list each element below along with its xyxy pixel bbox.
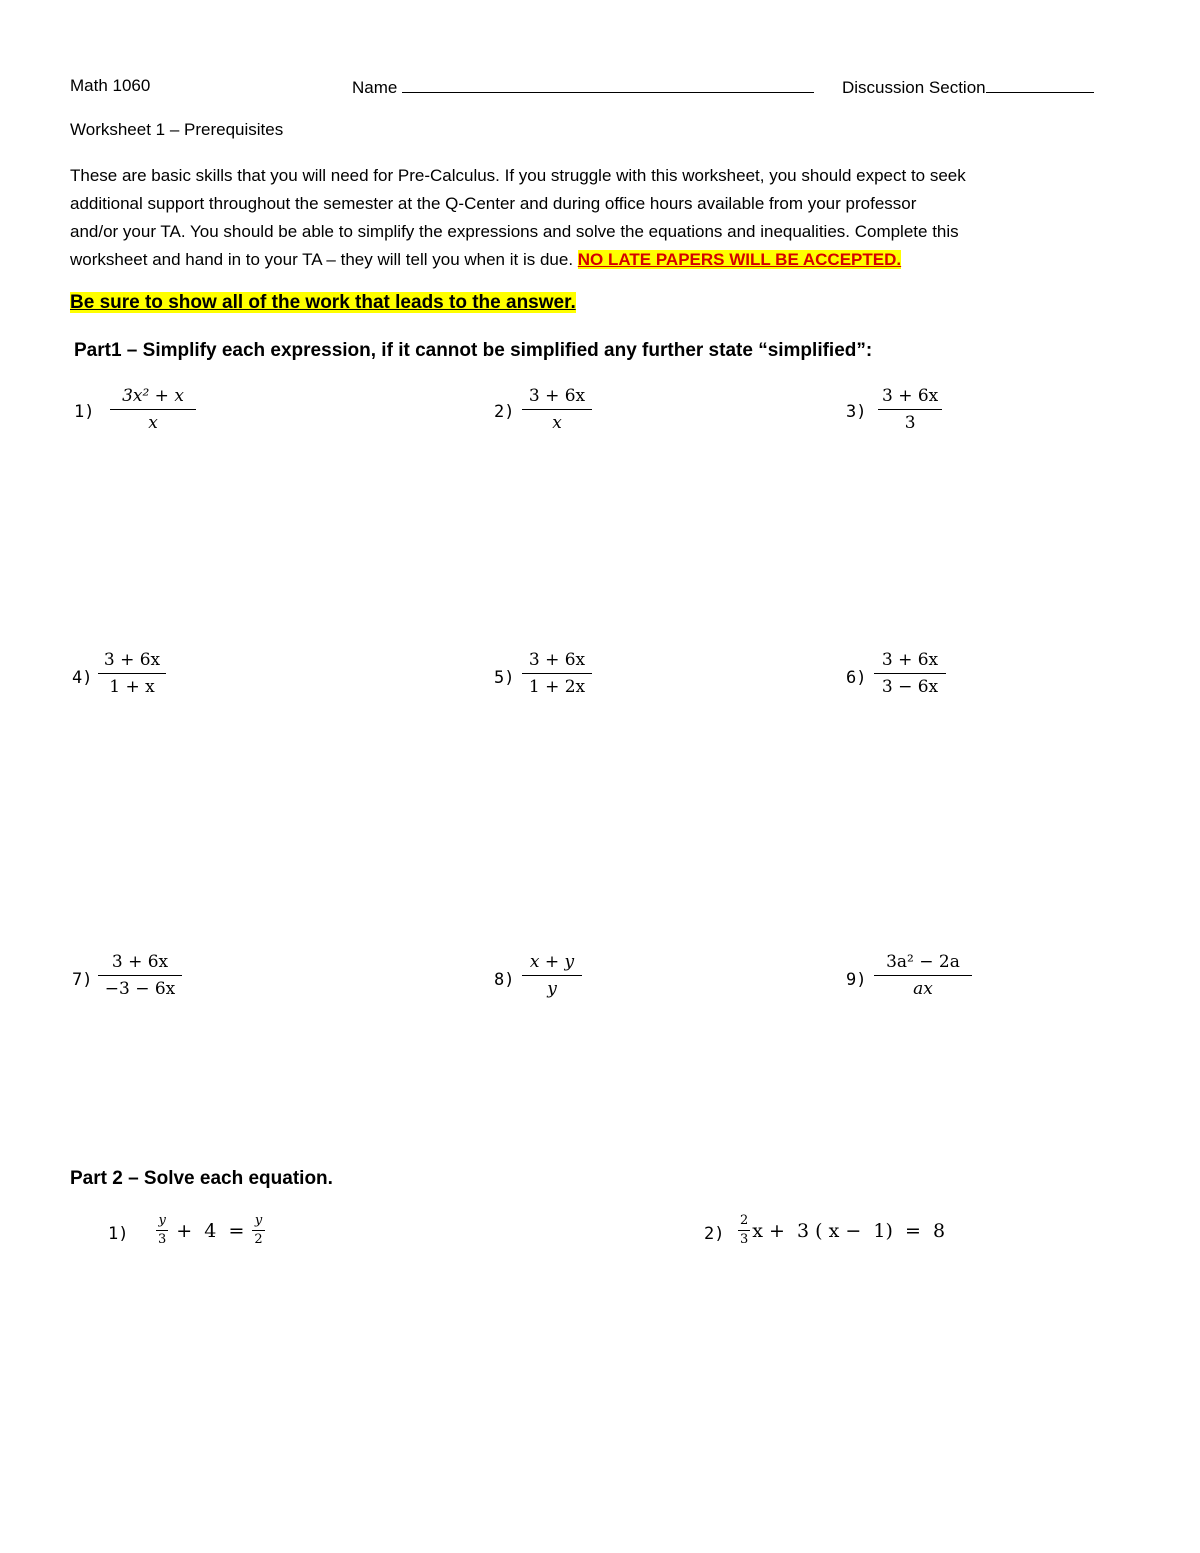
- problem-2-numerator: 3 + 6x: [528, 386, 586, 406]
- equation-1-right-denominator: 2: [254, 1232, 263, 1247]
- name-label: Name: [352, 78, 398, 97]
- late-notice: NO LATE PAPERS WILL BE ACCEPTED.: [577, 250, 902, 269]
- part2-heading: Part 2 – Solve each equation.: [70, 1168, 333, 1189]
- problem-5-fraction: [522, 650, 592, 697]
- problem-7-fraction: [98, 952, 182, 999]
- problem-4-numerator: 3 + 6x: [103, 650, 161, 670]
- equation-2: [738, 1214, 945, 1247]
- problem-6-fraction: [874, 650, 946, 697]
- equation-2-fraction: [738, 1214, 750, 1247]
- show-work-notice: [70, 292, 576, 314]
- problem-5-label: 5): [494, 668, 515, 688]
- problem-3-label: 3): [846, 402, 867, 422]
- equation-1: [156, 1214, 265, 1247]
- problem-2-denominator: x: [522, 409, 592, 433]
- intro-paragraph: [70, 162, 1130, 274]
- problem-6-label: 6): [846, 668, 867, 688]
- problem-9-fraction: [874, 952, 972, 999]
- problem-3-fraction: [878, 386, 942, 433]
- problem-1-denominator: x: [110, 409, 196, 433]
- equation-2-label: 2): [704, 1224, 725, 1244]
- problem-2-fraction: [522, 386, 592, 433]
- intro-line-4: [70, 246, 1130, 274]
- problem-3-numerator: 3 + 6x: [882, 386, 939, 406]
- problem-8-label: 8): [494, 970, 515, 990]
- problem-7-denominator: −3 − 6x: [98, 975, 182, 999]
- problem-8-fraction: [522, 952, 582, 999]
- intro-line-1: These are basic skills that you will need for Pre-Calculus. If you struggle with this worksheet, you should expect to seek: [70, 166, 966, 185]
- problem-1-numerator: 3x² + x: [122, 386, 184, 406]
- problem-9-numerator: 3a² − 2a: [886, 952, 960, 972]
- course-label: Math 1060: [70, 76, 151, 95]
- problem-1-fraction: [110, 386, 196, 433]
- problem-4-label: 4): [72, 668, 93, 688]
- problem-2-label: 2): [494, 402, 515, 422]
- problem-6-numerator: 3 + 6x: [881, 650, 939, 670]
- equation-2-numerator: 2: [740, 1213, 749, 1228]
- problem-6-denominator: 3 − 6x: [874, 673, 946, 697]
- problem-3-denominator: 3: [878, 409, 942, 433]
- problem-4-fraction: [98, 650, 166, 697]
- equation-1-right-numerator: y: [254, 1213, 263, 1228]
- problem-9-label: 9): [846, 970, 867, 990]
- equation-2-rest: x + 3 ( x − 1) = 8: [752, 1219, 946, 1242]
- equation-1-left-denominator: 3: [158, 1232, 167, 1247]
- show-work-text: Be sure to show all of the work that leads to the answer.: [70, 292, 576, 313]
- name-blank[interactable]: [402, 76, 814, 93]
- intro-line-2: additional support throughout the semester at the Q-Center and during office hours available from your professor: [70, 194, 917, 213]
- equation-1-fraction-right: [252, 1214, 264, 1247]
- worksheet-title: Worksheet 1 – Prerequisites: [70, 120, 284, 139]
- problem-9-denominator: ax: [874, 975, 972, 999]
- equation-1-fraction-left: [156, 1214, 168, 1247]
- part1-heading: Part1 – Simplify each expression, if it cannot be simplified any further state “simplified”:: [74, 340, 873, 361]
- equation-1-label: 1): [108, 1224, 129, 1244]
- intro-line-3: and/or your TA. You should be able to simplify the expressions and solve the equations and inequalities. Complete this: [70, 222, 959, 241]
- equation-1-middle: + 4 =: [176, 1219, 245, 1242]
- problem-4-denominator: 1 + x: [98, 673, 166, 697]
- problem-5-denominator: 1 + 2x: [522, 673, 592, 697]
- problem-1-label: 1): [74, 402, 95, 422]
- section-label: Discussion Section: [842, 78, 986, 97]
- section-blank[interactable]: [986, 76, 1094, 93]
- intro-line-4-text: worksheet and hand in to your TA – they will tell you when it is due.: [70, 250, 574, 269]
- name-field[interactable]: [352, 76, 814, 98]
- problem-8-numerator: x + y: [529, 952, 575, 972]
- problem-5-numerator: 3 + 6x: [528, 650, 586, 670]
- problem-7-numerator: 3 + 6x: [111, 952, 169, 972]
- equation-1-left-numerator: y: [158, 1213, 166, 1228]
- section-field[interactable]: [842, 76, 1094, 98]
- problem-8-denominator: y: [522, 975, 582, 999]
- equation-2-denominator: 3: [740, 1232, 749, 1247]
- problem-7-label: 7): [72, 970, 93, 990]
